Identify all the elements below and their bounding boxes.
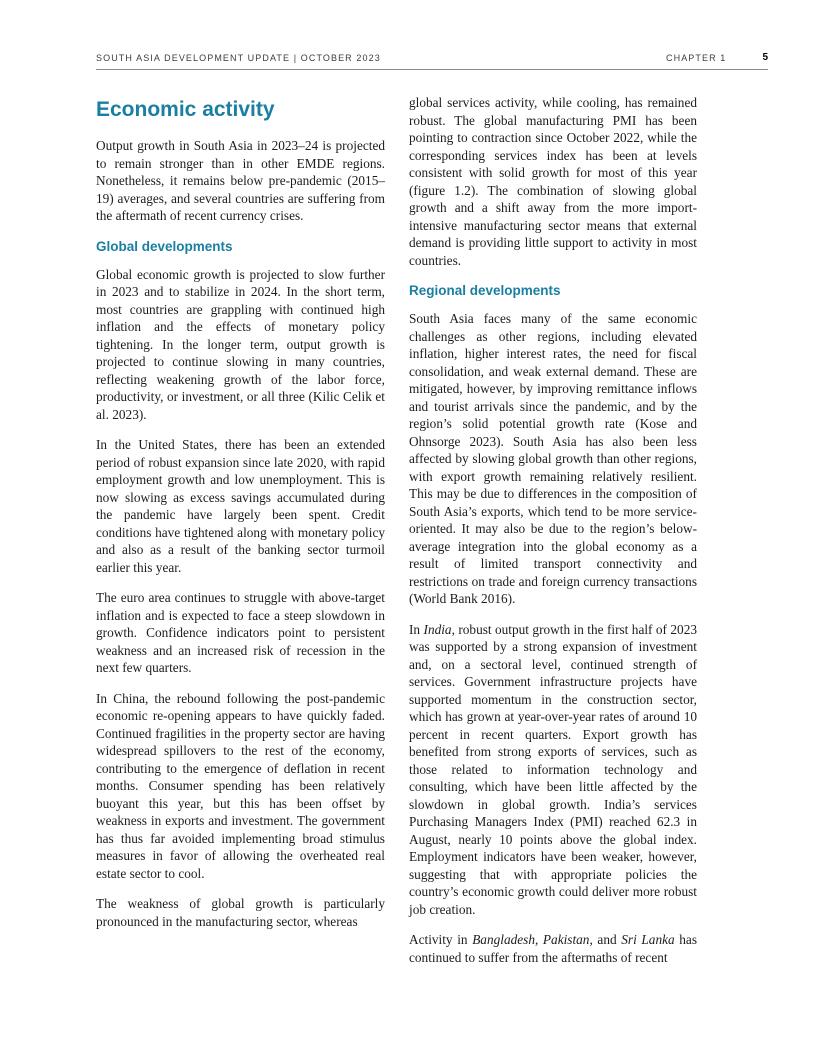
section-title: Economic activity — [96, 98, 275, 121]
global-paragraph-5: The weakness of global growth is particularly pronounced in the manufacturing sector, whereas — [96, 896, 385, 929]
global-developments-heading: Global developments — [96, 238, 233, 254]
right-column — [409, 94, 697, 966]
chapter-label: CHAPTER 1 — [666, 53, 727, 63]
page-number: 5 — [762, 52, 768, 63]
global-paragraph-1: Global economic growth is projected to slow further in 2023 and to stabilize in 2024. In the short term, most countries are grappling with continued high inflation and the effects of monetary policy tightening. In the longer term, output growth is projected to continue slowing in many countries, reflecting weakening growth of the labor force, productivity, or investment, or all three (Kilic Celik et al. 2023). — [96, 266, 385, 422]
global-paragraph-3: The euro area continues to struggle with above-target inflation and is expected to face a steep slowdown in growth. Confidence indicators point to persistent weakness and an increased risk of recession in the next few quarters. — [96, 590, 385, 675]
others-text: has continued to suffer from the aftermaths of recent — [409, 932, 697, 965]
sri-lanka-name: Sri Lanka — [621, 932, 675, 947]
regional-developments-heading: Regional developments — [409, 283, 561, 298]
others-and: , and — [589, 932, 622, 947]
running-header — [96, 53, 768, 66]
india-text: , robust output growth in the first half of 2023 was supported by a strong expansion of investment and, on a sectoral level, continued strength of services. Government infrastructure projects have supported momentum in the construction sector, which has grown at year-over-year rates of around 10 percent in recent quarters. Export growth has benefited from strong exports of services, such as those related to information technology and consulting, which have been little affected by the slowdown in global growth. India’s services Purchasing Managers Index (PMI) reached 62.3 in August, nearly 10 points above the global index. Employment indicators have been weaker, however, suggesting that with appropriate policies the country’s economic growth could deliver more robust job creation. — [409, 621, 697, 917]
regional-paragraph-others — [409, 931, 697, 966]
publication-title: SOUTH ASIA DEVELOPMENT UPDATE | OCTOBER 2023 — [96, 53, 381, 63]
india-prefix: In — [409, 621, 424, 637]
india-country-name: India — [423, 621, 452, 637]
intro-paragraph: Output growth in South Asia in 2023–24 is projected to remain stronger than in other EMDE regions. Nonetheless, it remains below pre-pandemic (2015–19) averages, and several countries are suffering from the aftermath of recent currency crises. — [96, 138, 385, 223]
left-column — [96, 94, 385, 930]
header-divider — [96, 69, 768, 70]
global-paragraph-4: In China, the rebound following the post-pandemic economic re-opening appears to have quickly faded. Continued fragilities in the property sector are having widespread spillovers to the rest of the economy, contributing to the emergence of deflation in recent months. Consumer spending has been relatively buoyant this year, but this has been offset by weakness in exports and investment. The government has thus far avoided implementing broad stimulus measures in favor of allowing the overheated real estate sector to cool. — [96, 690, 385, 881]
global-paragraph-5-continued: global services activity, while cooling, has remained robust. The global manufacturing PMI has been pointing to contraction since October 2022, while the corresponding services index has been at levels consistent with solid growth for most of this year (figure 1.2). The combination of slowing global growth and a shift away from the more import-intensive manufacturing sector means that external demand is providing little support to activity in most countries. — [409, 95, 697, 268]
regional-paragraph-1: South Asia faces many of the same economic challenges as other regions, including elevated inflation, higher interest rates, the need for fiscal consolidation, and weak external demand. These are mitigated, however, by improving remittance inflows and tourist arrivals since the pandemic, and by the region’s solid potential growth rate (Kose and Ohnsorge 2023). South Asia has also been less affected by slowing global growth than other regions, with export growth remaining relatively resilient. This may be due to differences in the composition of South Asia’s exports, which tend to be more service-oriented. It may also be due to the region’s below-average integration into the global economy as a result of limited transport connectivity and restrictions on trade and foreign currency transactions (World Bank 2016). — [409, 311, 697, 606]
bangladesh-pakistan-names: Bangladesh, Pakistan — [472, 932, 590, 947]
global-paragraph-2: In the United States, there has been an extended period of robust expansion since late 2020, with rapid employment growth and low unemployment. This is now slowing as excess savings accumulated during the pandemic have largely been spent. Credit conditions have tightened along with monetary policy and also as a result of the banking sector turmoil earlier this year. — [96, 437, 385, 575]
regional-paragraph-india — [409, 621, 697, 919]
others-prefix: Activity in — [409, 932, 473, 947]
